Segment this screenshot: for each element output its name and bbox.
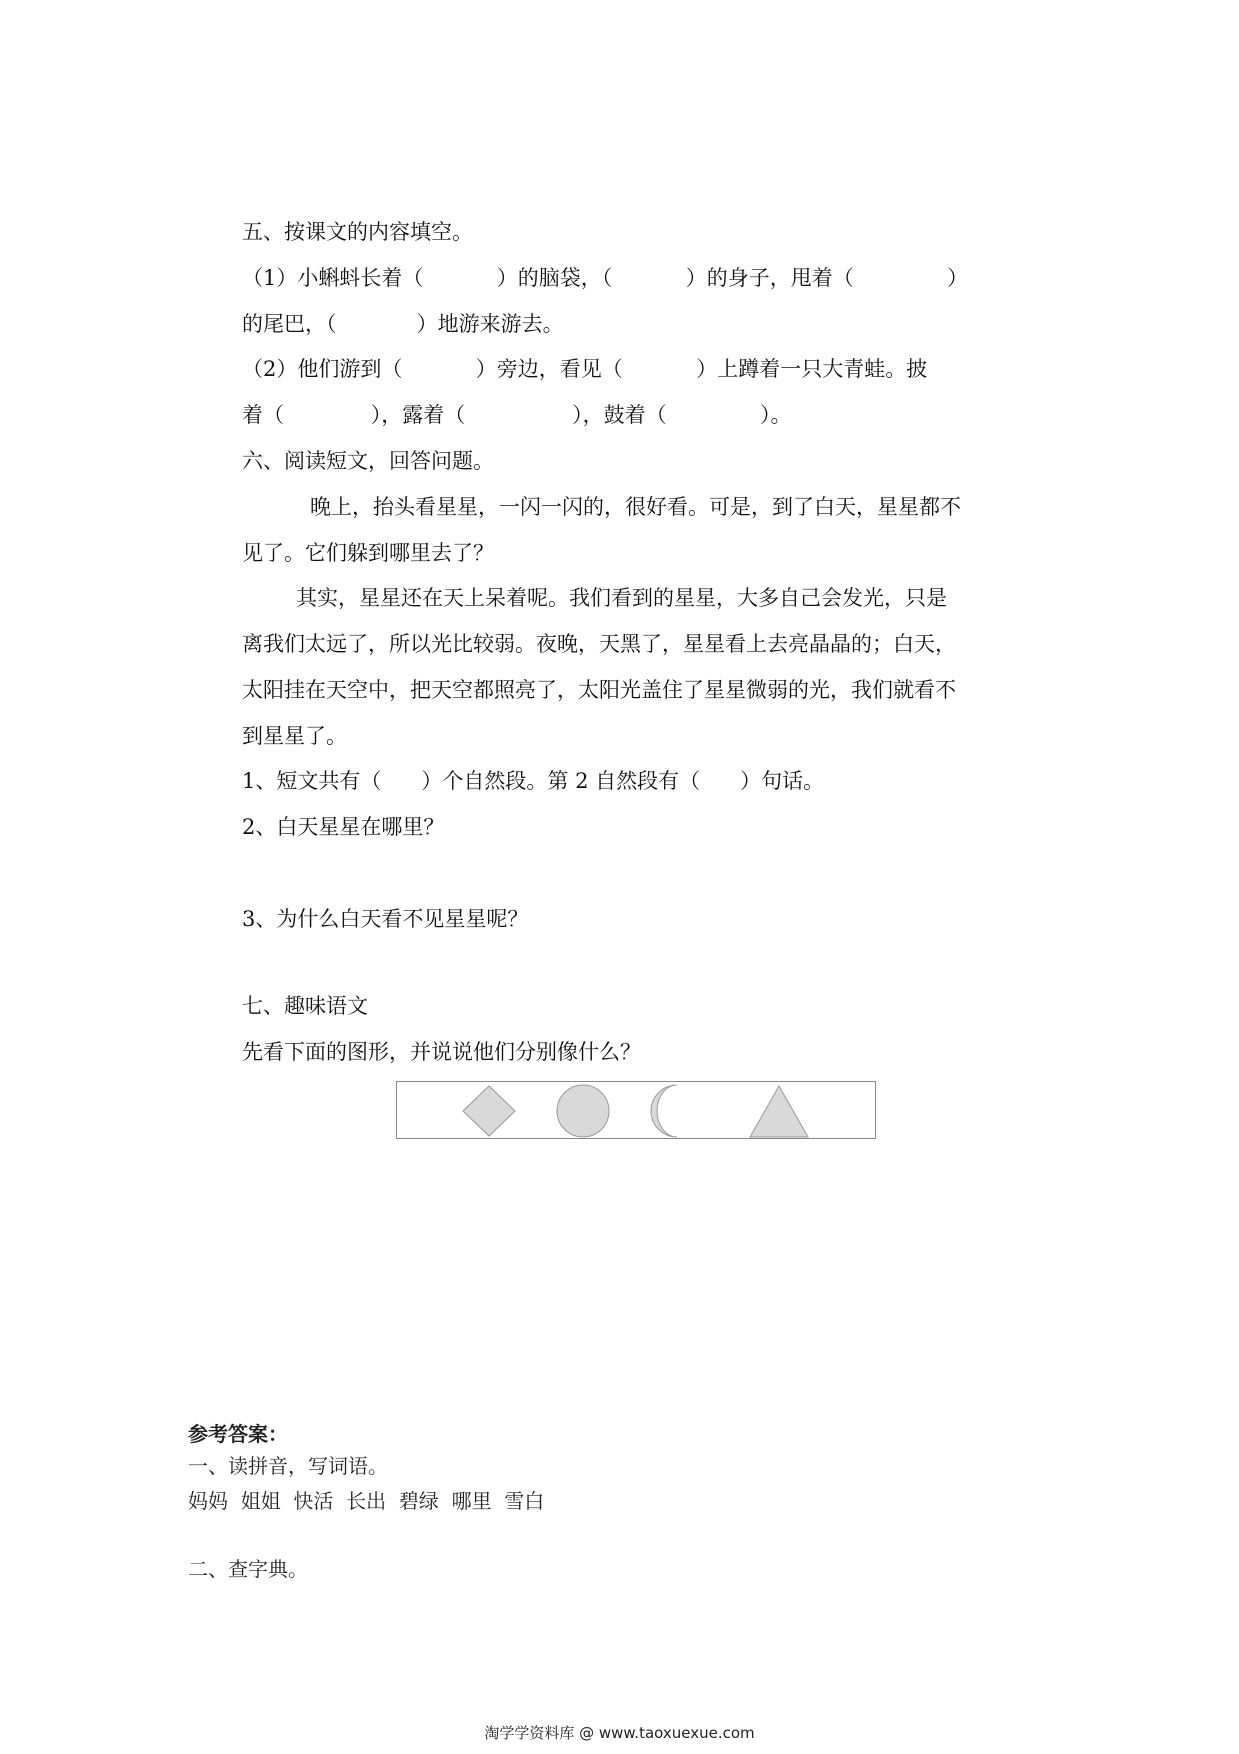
shapes-svg — [397, 1082, 877, 1140]
crescent-moon-shape — [651, 1085, 677, 1137]
section7-heading: 七、趣味语文 — [242, 994, 368, 1018]
passage-para1-line1: 晚上，抬头看星星，一闪一闪的，很好看。可是，到了白天，星星都不 — [310, 495, 961, 519]
passage-para1-line2: 见了。它们躲到哪里去了？ — [242, 541, 494, 565]
footer-watermark: 淘学学资料库 @ www.taoxuexue.com — [484, 1724, 755, 1742]
circle-shape — [557, 1085, 609, 1137]
answers-part1-heading: 一、读拼音，写词语。 — [188, 1454, 388, 1478]
section6-heading: 六、阅读短文，回答问题。 — [242, 449, 494, 473]
shapes-figure — [396, 1081, 876, 1139]
passage-para2-line3: 太阳挂在天空中，把天空都照亮了，太阳光盖住了星星微弱的光，我们就看不 — [242, 678, 956, 702]
answers-part1-words: 妈妈 姐姐 快活 长出 碧绿 哪里 雪白 — [188, 1489, 545, 1513]
passage-para2-line1: 其实，星星还在天上呆着呢。我们看到的星星，大多自己会发光，只是 — [296, 586, 947, 610]
passage-para2-line4: 到星星了。 — [242, 724, 347, 748]
section5-q1-line2: 的尾巴，（ ）地游来游去。 — [242, 312, 564, 336]
section5-q2-line1: （2）他们游到（ ）旁边，看见（ ）上蹲着一只大青蛙。披 — [242, 357, 928, 381]
section5-q2-line2: 着（ ），露着（ ），鼓着（ ）。 — [242, 403, 792, 427]
triangle-shape — [750, 1086, 808, 1137]
section5-heading: 五、按课文的内容填空。 — [242, 220, 473, 244]
passage-para2-line2: 离我们太远了，所以光比较弱。夜晚，天黑了，星星看上去亮晶晶的；白天， — [242, 632, 956, 656]
diamond-shape — [463, 1086, 515, 1136]
question-1: 1、短文共有（ ）个自然段。第 2 自然段有（ ）句话。 — [242, 769, 825, 793]
answers-part2-heading: 二、查字典。 — [188, 1557, 308, 1581]
section5-q1-line1: （1）小蝌蚪长着（ ）的脑袋，（ ）的身子，甩着（ ） — [242, 266, 969, 290]
question-3: 3、为什么白天看不见星星呢？ — [242, 907, 529, 931]
question-2: 2、白天星星在哪里？ — [242, 815, 445, 839]
answers-title: 参考答案： — [188, 1422, 288, 1446]
section7-prompt: 先看下面的图形，并说说他们分别像什么？ — [242, 1040, 641, 1064]
